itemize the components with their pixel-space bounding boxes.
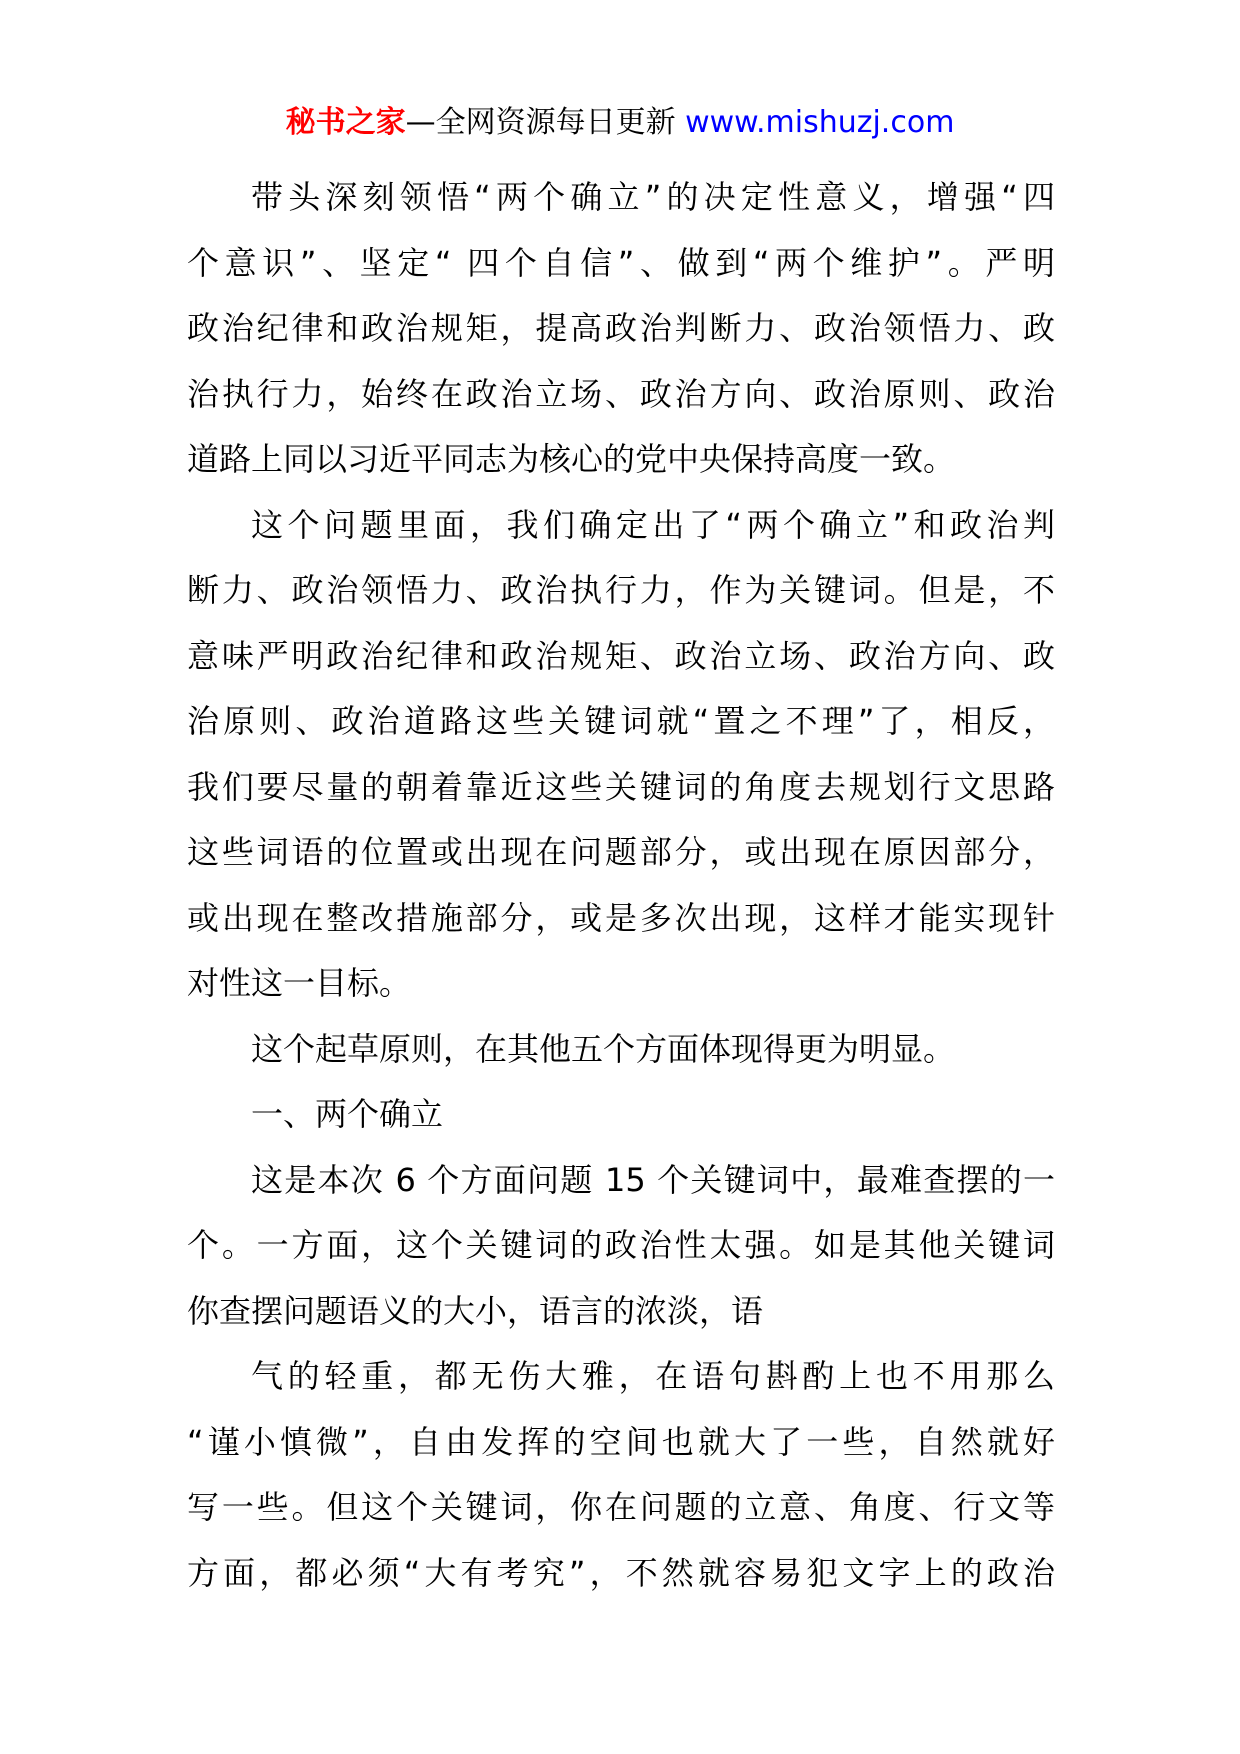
paragraph (187, 493, 1055, 1017)
page-header (0, 103, 1240, 143)
text-line: “谨小慎微”，自由发挥的空间也就大了一些，自然就好 (187, 1422, 1055, 1461)
text-line: 这些词语的位置或出现在问题部分，或出现在原因部分， (187, 833, 1055, 871)
text-line: 方面，都必须“大有考究”，不然就容易犯文字上的政治 (187, 1553, 1055, 1592)
document-body (187, 165, 1055, 1606)
section-heading (187, 1082, 1055, 1148)
text-line: 道路上同以习近平同志为核心的党中央保持高度一致。 (187, 440, 956, 478)
text-line: 个。一方面，这个关键词的政治性太强。如是其他关键词 (187, 1226, 1055, 1264)
text-line: 我们要尽量的朝着靠近这些关键词的角度去规划行文思路 (187, 767, 1055, 806)
website-link[interactable]: www.mishuzj.com (675, 105, 955, 140)
text-line: 断力、政治领悟力、政治执行力，作为关键词。但是，不 (187, 571, 1055, 609)
paragraph (187, 165, 1055, 493)
text-line: 这个问题里面，我们确定出了“两个确立”和政治判 (251, 505, 1055, 544)
text-line: 一、两个确立 (251, 1095, 444, 1133)
text-line: 治执行力，始终在政治立场、政治方向、政治原则、政治 (187, 374, 1055, 413)
text-line: 这个起草原则，在其他五个方面体现得更为明显。 (251, 1029, 956, 1068)
paragraph (187, 1017, 1055, 1083)
text-line: 写一些。但这个关键词，你在问题的立意、角度、行文等 (187, 1488, 1055, 1526)
paragraph (187, 1148, 1055, 1345)
paragraph (187, 1344, 1055, 1606)
text-line: 治原则、政治道路这些关键词就“置之不理”了，相反， (187, 702, 1055, 740)
text-line: 带头深刻领悟“两个确立”的决定性意义，增强“四 (251, 178, 1055, 216)
text-line: 这是本次 6 个方面问题 15 个关键词中，最难查摆的一 (251, 1160, 1055, 1199)
text-line: 你查摆问题语义的大小，语言的浓淡，语 (187, 1291, 764, 1330)
text-line: 政治纪律和政治规矩，提高政治判断力、政治领悟力、政 (187, 309, 1055, 347)
text-line: 对性这一目标。 (187, 964, 412, 1002)
text-line: 气的轻重，都无伤大雅，在语句斟酌上也不用那么 (251, 1357, 1055, 1395)
header-slogan: —全网资源每日更新 (405, 105, 676, 140)
text-line: 或出现在整改措施部分，或是多次出现，这样才能实现针 (187, 898, 1055, 937)
brand-name: 秘书之家 (285, 105, 406, 140)
text-line: 个意识”、坚定“ 四个自信”、做到“两个维护”。严明 (187, 243, 1055, 282)
text-line: 意味严明政治纪律和政治规矩、政治立场、政治方向、政 (187, 636, 1055, 675)
